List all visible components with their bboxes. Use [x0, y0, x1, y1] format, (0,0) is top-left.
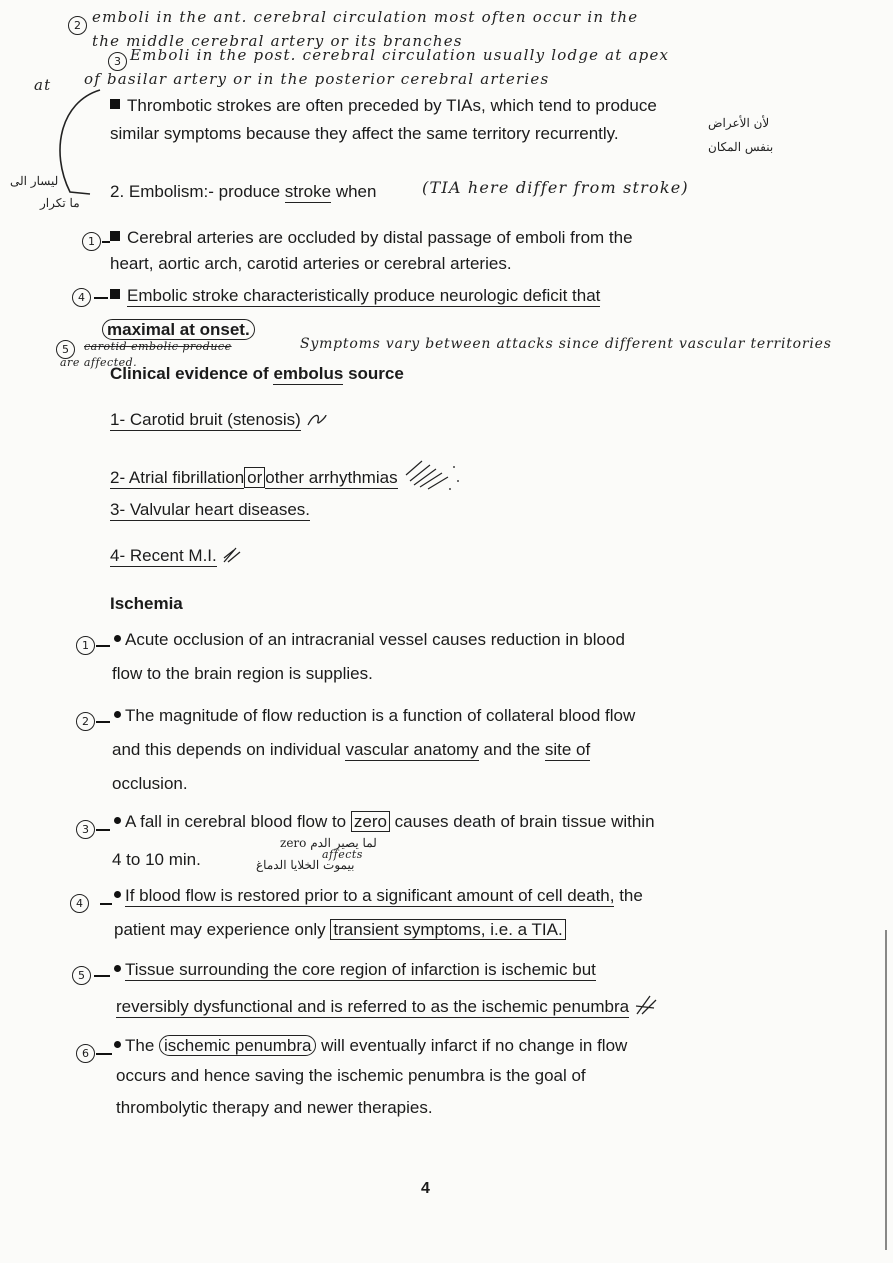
- doodle-icon: [402, 455, 462, 495]
- page-number: 4: [421, 1180, 430, 1197]
- handwritten-arabic-1: لأن الأعراض: [708, 116, 770, 130]
- dash-icon: [96, 829, 110, 831]
- dash-icon: [100, 903, 112, 905]
- handwritten-arabic-left2: ما تكرار: [40, 196, 80, 210]
- isch-2-text-2d: site of: [544, 740, 591, 759]
- embolism-heading-c: when: [331, 182, 377, 201]
- isch-2-line-3: occlusion.: [112, 774, 188, 793]
- embolism-heading: [110, 182, 376, 202]
- dash-icon: [94, 975, 110, 977]
- dash-icon: [94, 297, 108, 299]
- dot-bullet-icon: [114, 817, 121, 824]
- isch-number-6: 6: [76, 1044, 95, 1063]
- isch-2-line-1: [114, 706, 635, 726]
- isch-number-5: 5: [72, 966, 91, 985]
- paragraph-thrombotic: [110, 96, 657, 116]
- isch-3-line-1: [114, 812, 655, 832]
- isch-6-line-1: [114, 1036, 627, 1056]
- isch-number-2: 2: [76, 712, 95, 731]
- list-item-3: [110, 500, 310, 520]
- isch-6-text-1c: will eventually infarct if no change in flow: [316, 1036, 628, 1055]
- isch-number-4: 4: [70, 894, 89, 913]
- handwritten-note-1: emboli in the ant. cerebral circulation most often occur in the: [92, 8, 639, 26]
- item-number-5: 5: [56, 340, 75, 359]
- emb-4-line-1: [110, 286, 600, 306]
- isch-4-text-1a: If blood flow is restored prior to a significant amount of cell death,: [125, 886, 615, 905]
- handwritten-zero-note-1: لما يصير الدم zero: [280, 836, 377, 850]
- handwritten-tia-note: (TIA here differ from stroke): [422, 178, 689, 197]
- isch-6-text-1a: The: [125, 1036, 160, 1055]
- list-item-2-text: 2- Atrial fibrillation: [110, 468, 245, 487]
- handwritten-affected: are affected.: [60, 356, 138, 369]
- square-bullet-icon: [110, 99, 120, 109]
- isch-5-text-1: Tissue surrounding the core region of infarction is ischemic but: [125, 960, 596, 979]
- dot-bullet-icon: [114, 635, 121, 642]
- scribble-icon: [634, 994, 660, 1016]
- handwritten-note-3-side: at: [34, 76, 52, 94]
- ischemic-penumbra-circled: ischemic penumbra: [159, 1035, 316, 1056]
- handwritten-note-2: Emboli in the post. cerebral circulation usually lodge at apex: [130, 46, 670, 64]
- thrombotic-line-1: Thrombotic strokes are often preceded by TIAs, which tend to produce: [127, 96, 657, 115]
- dash-icon: [96, 645, 110, 647]
- isch-1-line-2: flow to the brain region is supplies.: [112, 664, 373, 683]
- note-number-2: 2: [68, 16, 87, 35]
- square-bullet-icon: [110, 289, 120, 299]
- list-item-4: [110, 546, 242, 566]
- handwritten-struck-text: carotid embolic produce: [84, 340, 232, 353]
- dot-bullet-icon: [114, 891, 121, 898]
- clinical-heading-a: Clinical evidence of: [110, 364, 274, 383]
- isch-2-text-2a: and this depends on individual: [112, 740, 346, 759]
- item-number-4: 4: [72, 288, 91, 307]
- dash-icon: [96, 1053, 112, 1055]
- isch-5-text-2: reversibly dysfunctional and is referred to as the ischemic penumbra: [116, 997, 630, 1016]
- list-item-2-or: or: [244, 467, 265, 488]
- isch-1-text-1: Acute occlusion of an intracranial vessel causes reduction in blood: [125, 630, 625, 649]
- isch-2-line-2: [112, 740, 590, 760]
- isch-4-text-2a: patient may experience only: [114, 920, 331, 939]
- emb-1-text-1: Cerebral arteries are occluded by distal passage of emboli from the: [127, 228, 633, 247]
- isch-2-text-2c: and the: [478, 740, 545, 759]
- zero-boxed: zero: [351, 811, 390, 832]
- dash-icon: [102, 241, 110, 243]
- transient-symptoms-boxed: transient symptoms, i.e. a TIA.: [330, 919, 565, 940]
- isch-number-3: 3: [76, 820, 95, 839]
- isch-2-text-1: The magnitude of flow reduction is a function of collateral blood flow: [125, 706, 636, 725]
- isch-1-line-1: [114, 630, 625, 650]
- handwritten-note-1b: the middle cerebral artery or its branches: [92, 32, 463, 50]
- handwritten-note-5: Symptoms vary between attacks since different vascular territories: [300, 336, 832, 352]
- emb-4-text-1: Embolic stroke characteristically produce neurologic deficit that: [127, 286, 601, 305]
- emb-1-line-2: heart, aortic arch, carotid arteries or cerebral arteries.: [110, 254, 512, 273]
- scribble-icon: [222, 546, 242, 564]
- isch-4-text-1b: the: [614, 886, 643, 905]
- isch-2-text-2b: vascular anatomy: [345, 740, 479, 759]
- clinical-heading-c: source: [343, 364, 404, 383]
- square-bullet-icon: [110, 231, 120, 241]
- clinical-evidence-heading: [110, 364, 404, 384]
- list-item-3-text: 3- Valvular heart diseases.: [110, 500, 311, 519]
- scan-edge-shadow: [885, 930, 887, 1250]
- embolism-heading-a: 2. Embolism:- produce: [110, 182, 285, 201]
- clinical-heading-b: embolus: [273, 364, 344, 383]
- thrombotic-line-2: similar symptoms because they affect the same territory recurrently.: [110, 124, 619, 143]
- isch-4-line-1: [114, 886, 643, 906]
- isch-5-line-1: [114, 960, 596, 980]
- note-number-3: 3: [108, 52, 127, 71]
- list-item-2-text-b: other arrhythmias: [265, 468, 398, 487]
- list-item-4-text: 4- Recent M.I.: [110, 546, 217, 565]
- ischemia-heading: Ischemia: [110, 594, 183, 613]
- dot-bullet-icon: [114, 965, 121, 972]
- emb-4-line-2: [102, 320, 255, 340]
- emb-1-line-1: [110, 228, 633, 248]
- dot-bullet-icon: [114, 1041, 121, 1048]
- handwritten-zero-note-2: affects: [322, 848, 363, 861]
- dash-icon: [96, 721, 110, 723]
- item-number-1: 1: [82, 232, 101, 251]
- isch-6-line-3: thrombolytic therapy and newer therapies.: [116, 1098, 433, 1117]
- isch-3-text-1a: A fall in cerebral blood flow to: [125, 812, 351, 831]
- isch-number-1: 1: [76, 636, 95, 655]
- isch-3-text-1c: causes death of brain tissue within: [389, 812, 655, 831]
- list-item-1: [110, 410, 328, 430]
- isch-6-line-2: occurs and hence saving the ischemic penumbra is the goal of: [116, 1066, 586, 1085]
- list-item-2: [110, 455, 462, 495]
- handwritten-arabic-2: بنفس المكان: [708, 140, 774, 154]
- handwritten-note-3: of basilar artery or in the posterior cerebral arteries: [84, 70, 550, 88]
- isch-5-line-2: [116, 994, 660, 1017]
- embolism-heading-b: stroke: [284, 182, 332, 201]
- isch-3-line-2: 4 to 10 min.: [112, 850, 201, 869]
- handwritten-arabic-left: ليسار الى: [10, 174, 59, 188]
- list-item-1-text: 1- Carotid bruit (stenosis): [110, 410, 301, 429]
- scribble-icon: [306, 411, 328, 427]
- isch-4-line-2: [114, 920, 566, 940]
- dot-bullet-icon: [114, 711, 121, 718]
- maximal-at-onset: maximal at onset.: [102, 319, 255, 340]
- handwritten-zero-note-3: بيموت الخلايا الدماغ: [256, 858, 355, 872]
